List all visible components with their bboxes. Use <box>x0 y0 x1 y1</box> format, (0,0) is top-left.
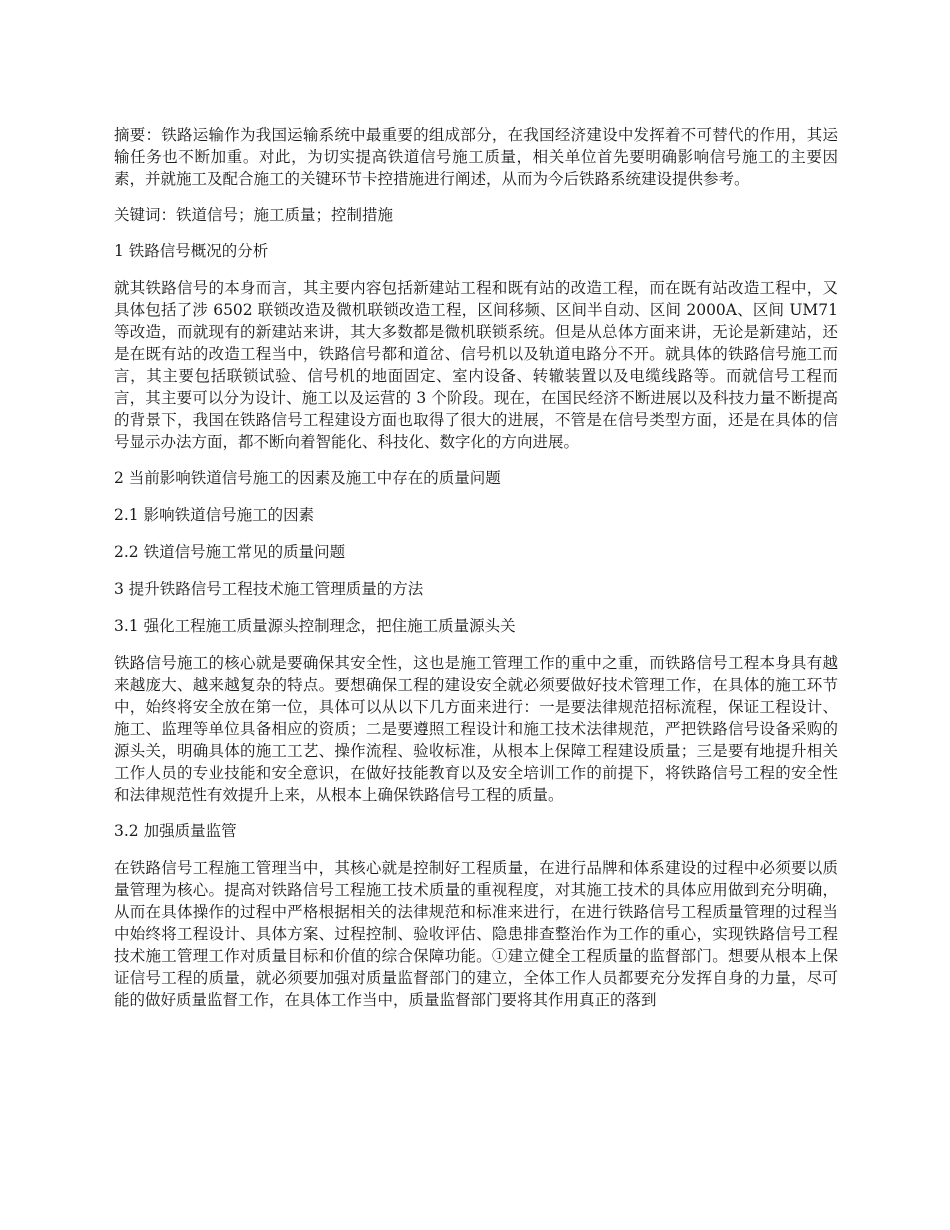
section-heading-2-2: 2.2 铁道信号施工常见的质量问题 <box>114 543 346 561</box>
keywords-line: 关键词：铁道信号；施工质量；控制措施 <box>114 206 394 224</box>
section-heading-2: 2 当前影响铁道信号施工的因素及施工中存在的质量问题 <box>114 469 501 487</box>
section-heading-3-1: 3.1 强化工程施工质量源头控制理念，把住施工质量源头关 <box>114 617 516 635</box>
section-1-paragraph: 就其铁路信号的本身而言，其主要内容包括新建站工程和既有站的改造工程，而在既有站改造工程中，又具体包括了涉 6502 联锁改造及微机联锁改造工程，区间移频、区间半自动、区间 2000A、区间 UM71 等改造，而就现有的新建站来讲，其大多数都是微机联锁系统。但是从总体方面来讲，无论是新建站，还是在既有站的改造工程当中，铁路信号都和道岔、信号机以及轨道电路分不开。就具体的铁路信号施工而言，其主要包括联锁试验、信号机的地面固定、室内设备、转辙装置以及电缆线路等。而就信号工程而言，其主要可以分为设计、施工以及运营的 3 个阶段。现在，在国民经济不断进展以及科技力量不断提高的背景下，我国在铁路信号工程建设方面也取得了很大的进展，不管是在信号类型方面，还是在具体的信号显示办法方面，都不断向着智能化、科技化、数字化的方向进展。 <box>114 279 838 451</box>
section-heading-3: 3 提升铁路信号工程技术施工管理质量的方法 <box>114 580 424 598</box>
section-heading-1: 1 铁路信号概况的分析 <box>114 242 269 260</box>
section-3-1-paragraph: 铁路信号施工的核心就是要确保其安全性，这也是施工管理工作的重中之重，而铁路信号工程本身具有越来越庞大、越来越复杂的特点。要想确保工程的建设安全就必须要做好技术管理工作，在具体的施工环节中，始终将安全放在第一位，具体可以从以下几方面来进行：一是要法律规范招标流程，保证工程设计、施工、监理等单位具备相应的资质；二是要遵照工程设计和施工技术法律规范，严把铁路信号设备采购的源头关，明确具体的施工工艺、操作流程、验收标准，从根本上保障工程建设质量；三是要有地提升相关工作人员的专业技能和安全意识，在做好技能教育以及安全培训工作的前提下，将铁路信号工程的安全性和法律规范性有效提升上来，从根本上确保铁路信号工程的质量。 <box>114 654 838 804</box>
section-3-2-paragraph: 在铁路信号工程施工管理当中，其核心就是控制好工程质量，在进行品牌和体系建设的过程中必须要以质量管理为核心。提高对铁路信号工程施工技术质量的重视程度，对其施工技术的具体应用做到充分明确，从而在具体操作的过程中严格根据相关的法律规范和标准来进行，在进行铁路信号工程质量管理的过程当中始终将工程设计、具体方案、过程控制、验收评估、隐患排查整治作为工作的重心，实现铁路信号工程技术施工管理工作对质量目标和价值的综合保障功能。①建立健全工程质量的监督部门。想要从根本上保证信号工程的质量，就必须要加强对质量监督部门的建立，全体工作人员都要充分发挥自身的力量，尽可能的做好质量监督工作，在具体工作当中，质量监督部门要将其作用真正的落到 <box>114 859 838 1009</box>
section-heading-2-1: 2.1 影响铁道信号施工的因素 <box>114 506 315 524</box>
section-heading-3-2: 3.2 加强质量监管 <box>114 822 237 840</box>
abstract-paragraph: 摘要：铁路运输作为我国运输系统中最重要的组成部分，在我国经济建设中发挥着不可替代的作用，其运输任务也不断加重。对此，为切实提高铁道信号施工质量，相关单位首先要明确影响信号施工的主要因素，并就施工及配合施工的关键环节卡控措施进行阐述，从而为今后铁路系统建设提供参考。 <box>114 126 838 188</box>
